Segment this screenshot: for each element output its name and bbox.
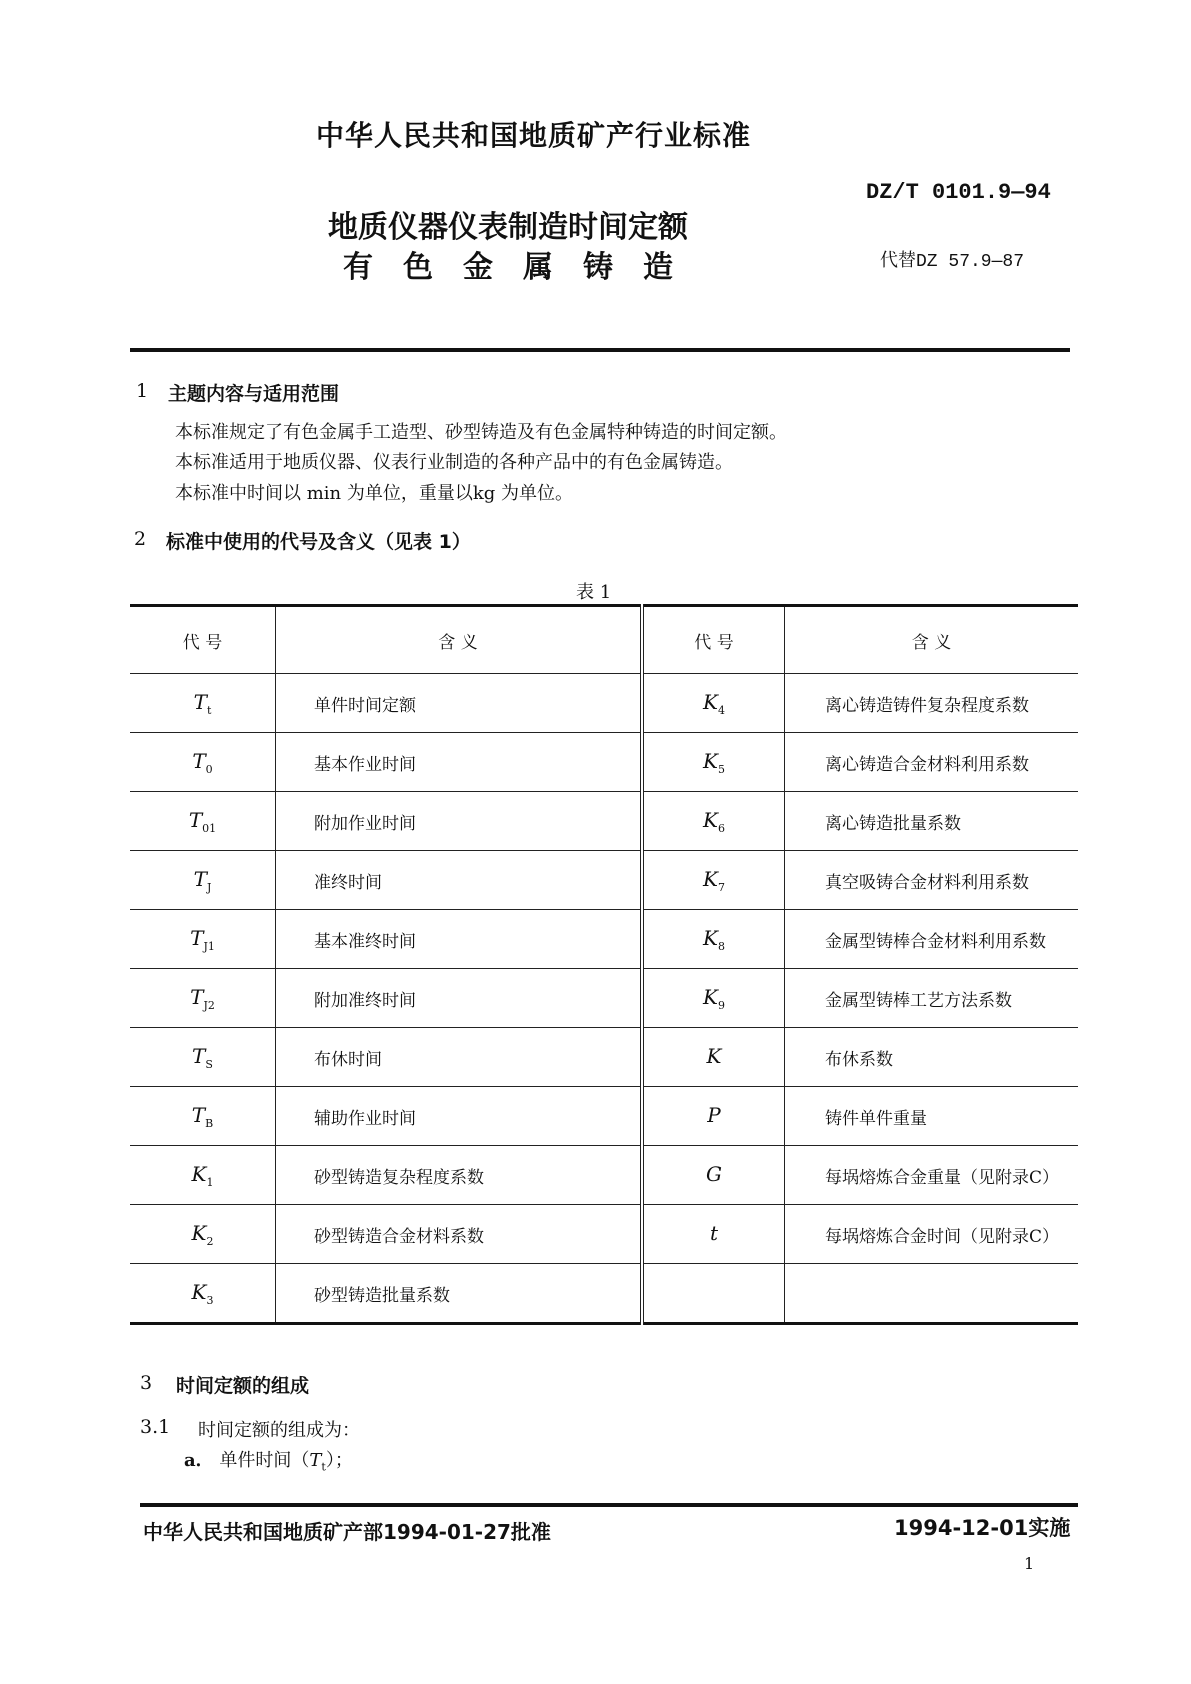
symbols-table <box>130 604 1078 1325</box>
section-2-number: 2 <box>134 528 147 550</box>
meaning-cell: 每埚熔炼合金时间（见附录C） <box>785 1205 1079 1264</box>
item-label: a． <box>184 1450 214 1471</box>
item-end: ）； <box>325 1450 353 1471</box>
symbol-cell <box>130 1028 276 1087</box>
symbol: K <box>706 1043 722 1068</box>
meaning-cell: 每埚熔炼合金重量（见附录C） <box>785 1146 1079 1205</box>
symbol-cell <box>642 733 785 792</box>
symbol: G <box>706 1161 722 1186</box>
symbol: K <box>191 1161 207 1186</box>
symbol-subscript: 7 <box>717 880 725 894</box>
table-row <box>130 1087 1078 1146</box>
symbol-subscript: J <box>206 880 212 894</box>
symbol-cell <box>130 851 276 910</box>
meaning-cell: 离心铸造合金材料利用系数 <box>785 733 1079 792</box>
table-row <box>130 910 1078 969</box>
symbol-cell <box>130 1264 276 1324</box>
symbol-subscript: B <box>205 1116 214 1130</box>
symbol: K <box>703 925 718 950</box>
symbol: T <box>193 689 207 714</box>
symbol: K <box>703 689 718 714</box>
symbol-cell <box>130 1146 276 1205</box>
section-1-heading: 主题内容与适用范围 <box>168 383 340 405</box>
approval-date: 中华人民共和国地质矿产部1994-01-27批准 <box>143 1520 551 1544</box>
table-row <box>130 674 1078 733</box>
symbol-cell <box>642 1205 785 1264</box>
meaning-cell: 砂型铸造批量系数 <box>276 1264 643 1324</box>
col-header-symbol: 代 号 <box>130 606 276 674</box>
footer-rule <box>140 1503 1078 1507</box>
symbol-cell <box>642 792 785 851</box>
symbol-cell <box>130 674 276 733</box>
meaning-cell: 布休时间 <box>276 1028 643 1087</box>
symbol-cell <box>130 910 276 969</box>
symbol: K <box>191 1279 207 1304</box>
symbol: K <box>703 748 718 773</box>
section-1-number: 1 <box>136 380 149 402</box>
meaning-cell: 铸件单件重量 <box>785 1087 1079 1146</box>
subsection-number: 3.1 <box>140 1416 171 1438</box>
symbol: K <box>703 866 718 891</box>
symbol: T <box>190 984 204 1009</box>
meaning-cell: 附加准终时间 <box>276 969 643 1028</box>
doc-subtitle: 有色金属铸造 <box>343 250 703 285</box>
meaning-cell <box>785 1264 1079 1324</box>
symbol-subscript: 1 <box>206 1175 214 1189</box>
symbol: K <box>703 984 718 1009</box>
symbol: T <box>190 925 204 950</box>
section-2-heading: 标准中使用的代号及含义（见表 1） <box>166 531 471 553</box>
item-subscript: t <box>321 1460 326 1474</box>
symbol: T <box>188 807 203 832</box>
symbol-cell <box>642 1028 785 1087</box>
meaning-cell: 基本作业时间 <box>276 733 643 792</box>
symbol-subscript: 01 <box>202 821 217 835</box>
table-caption: 表 1 <box>576 582 612 603</box>
symbol-subscript: S <box>205 1057 213 1071</box>
subsection-text: 时间定额的组成为： <box>198 1420 360 1441</box>
doc-title: 地质仪器仪表制造时间定额 <box>328 210 688 245</box>
symbol-subscript: J2 <box>203 998 215 1012</box>
paragraph: 本标准中时间以 min 为单位，重量以kg 为单位。 <box>175 483 574 504</box>
symbol-subscript: 3 <box>206 1293 214 1307</box>
symbol-cell <box>642 1264 785 1324</box>
symbol-cell <box>642 851 785 910</box>
symbol-cell <box>130 792 276 851</box>
col-header-symbol: 代 号 <box>642 606 785 674</box>
symbol-cell <box>130 733 276 792</box>
effective-date: 1994-12-01实施 <box>894 1516 1071 1540</box>
symbol-cell <box>642 674 785 733</box>
symbol-cell <box>130 969 276 1028</box>
header-rule <box>130 348 1070 352</box>
meaning-cell: 砂型铸造复杂程度系数 <box>276 1146 643 1205</box>
symbol: T <box>192 1043 206 1068</box>
section-3-number: 3 <box>140 1372 153 1394</box>
meaning-cell: 辅助作业时间 <box>276 1087 643 1146</box>
table-row <box>130 1205 1078 1264</box>
paragraph: 本标准适用于地质仪器、仪表行业制造的各种产品中的有色金属铸造。 <box>175 452 733 473</box>
symbol-subscript: 0 <box>205 762 213 776</box>
meaning-cell: 真空吸铸合金材料利用系数 <box>785 851 1079 910</box>
symbol-subscript: 5 <box>717 762 725 776</box>
table-row <box>130 851 1078 910</box>
symbol: K <box>703 807 718 832</box>
symbol-cell <box>642 1146 785 1205</box>
meaning-cell: 基本准终时间 <box>276 910 643 969</box>
symbol: K <box>191 1220 207 1245</box>
symbol-subscript: 6 <box>717 821 725 835</box>
symbol: T <box>192 748 206 773</box>
table-row <box>130 1264 1078 1324</box>
symbol-subscript: 4 <box>717 703 725 717</box>
symbol-subscript: 2 <box>206 1234 214 1248</box>
meaning-cell: 砂型铸造合金材料系数 <box>276 1205 643 1264</box>
table-row <box>130 792 1078 851</box>
page-number: 1 <box>1024 1554 1035 1573</box>
col-header-meaning: 含 义 <box>276 606 643 674</box>
meaning-cell: 附加作业时间 <box>276 792 643 851</box>
table-row <box>130 969 1078 1028</box>
meaning-cell: 金属型铸棒工艺方法系数 <box>785 969 1079 1028</box>
symbol-subscript: J1 <box>203 939 215 953</box>
paragraph: 本标准规定了有色金属手工造型、砂型铸造及有色金属特种铸造的时间定额。 <box>175 422 787 443</box>
item-text: 单件时间（ <box>219 1450 310 1471</box>
table-row <box>130 1146 1078 1205</box>
meaning-cell: 金属型铸棒合金材料利用系数 <box>785 910 1079 969</box>
symbol-subscript: 9 <box>717 998 725 1012</box>
meaning-cell: 布休系数 <box>785 1028 1079 1087</box>
table-row <box>130 1028 1078 1087</box>
standard-number: DZ/T 0101.9—94 <box>866 180 1051 205</box>
meaning-cell: 单件时间定额 <box>276 674 643 733</box>
symbol-subscript: t <box>206 703 212 717</box>
symbol: T <box>193 866 207 891</box>
replaces-standard: 代替DZ 57.9—87 <box>880 252 1025 272</box>
col-header-meaning: 含 义 <box>911 632 952 653</box>
symbol-cell <box>130 1205 276 1264</box>
symbol-cell <box>642 1087 785 1146</box>
list-item <box>184 1446 353 1474</box>
table-row <box>130 733 1078 792</box>
symbol-cell <box>642 910 785 969</box>
section-3-heading: 时间定额的组成 <box>176 1375 310 1397</box>
org-standard-title: 中华人民共和国地质矿产行业标准 <box>316 119 752 152</box>
symbol-cell <box>130 1087 276 1146</box>
symbol-subscript: 8 <box>717 939 725 953</box>
symbol: T <box>191 1102 206 1127</box>
symbol: P <box>707 1102 721 1127</box>
symbol-cell <box>642 969 785 1028</box>
meaning-cell: 离心铸造铸件复杂程度系数 <box>785 674 1079 733</box>
meaning-cell: 准终时间 <box>276 851 643 910</box>
symbol: t <box>709 1220 719 1245</box>
meaning-cell: 离心铸造批量系数 <box>785 792 1079 851</box>
item-symbol: T <box>309 1450 322 1471</box>
